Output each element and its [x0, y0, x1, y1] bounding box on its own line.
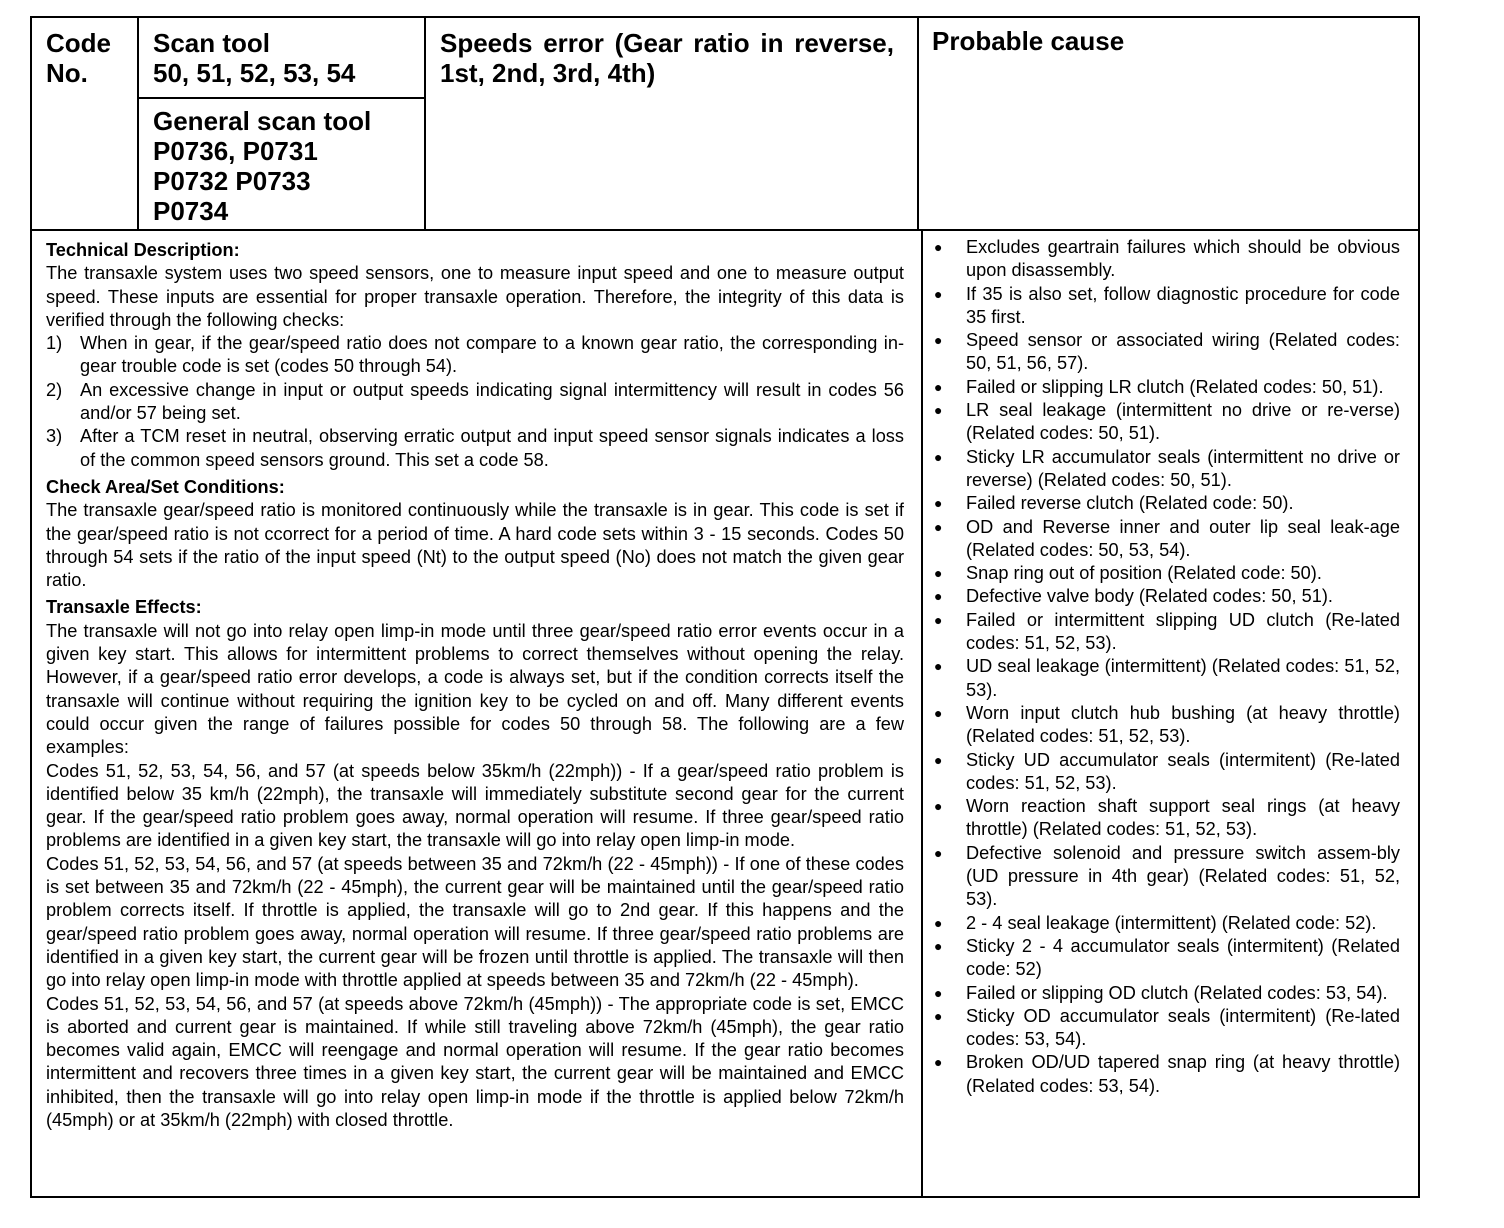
speeds-error-header: Speeds error (Gear ratio in reverse, 1st, 2nd, 3rd, 4th) — [440, 28, 894, 88]
cause-column-divider — [917, 16, 919, 230]
check-area-text: The transaxle gear/speed ratio is monitored continuously while the transaxle is in gear. This code is set if the gear/speed ratio is not ccorrect for a period of time. A hard code sets within 3 - 15 seconds. Codes 50 through 54 sets if the ratio of the input speed (Nt) to the output speed (No) does not match the given gear ratio. — [46, 500, 904, 591]
check-item-text: When in gear, if the gear/speed ratio does not compare to a known gear ratio, the corresponding in-gear trouble code is set (codes 50 through 54). — [80, 333, 904, 377]
check-item-number: 1) — [46, 333, 63, 354]
probable-cause-text: Defective solenoid and pressure switch assem-bly (UD pressure in 4th gear) (Related codes: 51, 52, 53). — [966, 842, 1400, 910]
probable-cause-text: Broken OD/UD tapered snap ring (at heavy throttle) (Related codes: 53, 54). — [966, 1052, 1400, 1096]
code-no-header: Code No. — [46, 28, 111, 88]
probable-cause-text: Defective valve body (Related codes: 50, 51). — [966, 586, 1333, 607]
probable-cause-text: Excludes geartrain failures which should be obvious upon disassembly. — [966, 237, 1400, 281]
scan-tool-divider — [137, 97, 425, 99]
transaxle-effects-paragraph: Codes 51, 52, 53, 54, 56, and 57 (at speeds below 35km/h (22mph)) - If a gear/speed ratio problem is identified below 35 km/h (22mph), the transaxle will immediately substitute second gear for the current gear. If the gear/speed ratio problem goes away, normal operation will resume. If three gear/speed ratio problems are identified in a given key start, the transaxle will go into relay open limp-in mode. — [46, 760, 904, 851]
probable-cause-item — [930, 283, 1400, 330]
bullet-icon: ● — [934, 565, 943, 582]
bullet-icon: ● — [934, 844, 943, 861]
probable-cause-item — [930, 446, 1400, 493]
bullet-icon: ● — [934, 285, 943, 302]
code-column-divider — [137, 16, 139, 230]
probable-cause-text: Sticky OD accumulator seals (intermitent) (Re-lated codes: 53, 54). — [966, 1005, 1400, 1050]
probable-cause-text: Worn reaction shaft support seal rings (at heavy throttle) (Related codes: 51, 52, 53). — [966, 796, 1400, 840]
probable-cause-item — [930, 749, 1400, 796]
bullet-icon: ● — [934, 658, 943, 675]
check-item — [46, 425, 904, 472]
probable-cause-item — [930, 329, 1400, 376]
transaxle-effects-title: Transaxle Effects: — [46, 597, 202, 618]
probable-cause-header: Probable cause — [932, 26, 1125, 56]
bullet-icon: ● — [934, 588, 943, 605]
probable-cause-text: Worn input clutch hub bushing (at heavy throttle) (Related codes: 51, 52, 53). — [966, 702, 1400, 747]
technical-description-intro: The transaxle system uses two speed sensors, one to measure input speed and one to measure output speed. These inputs are essential for proper transaxle operation. Therefore, the integrity of this data is verified through the following checks: — [46, 263, 904, 330]
probable-cause-item — [930, 376, 1400, 399]
probable-cause-item — [930, 982, 1400, 1005]
header-divider — [30, 229, 1420, 231]
probable-cause-item — [930, 1005, 1400, 1052]
body-column-divider — [921, 229, 923, 1198]
probable-cause-text: UD seal leakage (intermittent) (Related codes: 51, 52, 53). — [966, 656, 1400, 700]
bullet-icon: ● — [934, 495, 943, 512]
probable-cause-item — [930, 912, 1400, 935]
check-item — [46, 332, 904, 379]
bullet-icon: ● — [934, 984, 943, 1001]
probable-cause-item — [930, 795, 1400, 842]
probable-cause-item — [930, 655, 1400, 702]
bullet-icon: ● — [934, 611, 943, 628]
scan-column-divider — [424, 16, 426, 230]
check-area-title: Check Area/Set Conditions: — [46, 476, 285, 497]
probable-cause-text: Speed sensor or associated wiring (Related codes: 50, 51, 56, 57). — [966, 330, 1400, 374]
scan-tool-header: Scan tool 50, 51, 52, 53, 54 — [153, 28, 356, 88]
technical-description-title: Technical Description: — [46, 240, 240, 260]
probable-cause-item — [930, 935, 1400, 982]
probable-cause-item — [930, 399, 1400, 446]
probable-cause-item — [930, 1051, 1400, 1098]
check-item-number: 3) — [46, 426, 63, 447]
probable-cause-item — [930, 516, 1400, 563]
description-column — [46, 239, 904, 1132]
bullet-icon: ● — [934, 798, 943, 815]
bullet-icon: ● — [934, 332, 943, 349]
transaxle-effects-paragraph: Codes 51, 52, 53, 54, 56, and 57 (at speeds between 35 and 72km/h (22 - 45mph)) - If one of these codes is set between 35 and 72km/h (22 - 45mph), the current gear will be maintained until the gear/speed ratio problem corrects itself. If throttle is applied, the transaxle will go to 2nd gear. If this happens and the gear/speed ratio problem goes away, normal operation will resume. If three gear/speed ratio problems are identified in a given key start, the current gear will be frozen until throttle is applied. The transaxle will then go into relay open limp-in mode with throttle applied at speeds between 35 and 72km/h (22 - 45mph). — [46, 853, 904, 991]
check-item — [46, 379, 904, 426]
probable-cause-text: Failed or intermittent slipping UD clutch (Re-lated codes: 51, 52, 53). — [966, 609, 1400, 654]
bullet-icon: ● — [934, 448, 943, 465]
bullet-icon: ● — [934, 704, 943, 721]
probable-cause-item — [930, 492, 1400, 515]
probable-cause-text: Failed or slipping LR clutch (Related codes: 50, 51). — [966, 376, 1384, 397]
probable-cause-text: Failed or slipping OD clutch (Related codes: 53, 54). — [966, 982, 1388, 1003]
probable-cause-text: Snap ring out of position (Related code: 50). — [966, 563, 1322, 584]
probable-cause-item — [930, 609, 1400, 656]
bullet-icon: ● — [934, 402, 943, 419]
probable-cause-item — [930, 585, 1400, 608]
bullet-icon: ● — [934, 378, 943, 395]
probable-cause-text: Sticky UD accumulator seals (intermitent) (Re-lated codes: 51, 52, 53). — [966, 749, 1400, 793]
bullet-icon: ● — [934, 1054, 943, 1071]
bullet-icon: ● — [934, 914, 943, 931]
bullet-icon: ● — [934, 518, 943, 535]
bullet-icon: ● — [934, 1007, 943, 1024]
probable-cause-text: Sticky 2 - 4 accumulator seals (intermitent) (Related code: 52) — [966, 935, 1400, 980]
bullet-icon: ● — [934, 751, 943, 768]
probable-cause-text: 2 - 4 seal leakage (intermittent) (Related code: 52). — [966, 912, 1377, 933]
probable-cause-item — [930, 702, 1400, 749]
check-item-text: After a TCM reset in neutral, observing erratic output and input speed sensor signals indicates a loss of the common speed sensors ground. This set a code 58. — [80, 426, 904, 470]
transaxle-effects-paragraph: The transaxle will not go into relay open limp-in mode until three gear/speed ratio error events occur in a given key start. This allows for intermittent problems to correct themselves without opening the relay. However, if a gear/speed ratio error develops, a code is always set, but if the condition corrects itself the transaxle will continue without requiring the ignition key to be cycled on and off. Many different events could occur given the range of failures possible for codes 50 through 58. The following are a few examples: — [46, 620, 904, 758]
probable-cause-item — [930, 236, 1400, 283]
transaxle-effects-paragraph: Codes 51, 52, 53, 54, 56, and 57 (at speeds above 72km/h (45mph)) - The appropriate code is set, EMCC is aborted and current gear is maintained. If while still traveling above 72km/h (45mph), the gear ratio becomes valid again, EMCC will reengage and normal operation will resume. If the gear ratio becomes intermittent and recovers three times in a given key start, the current gear will be maintained and EMCC inhibited, then the transaxle will go into relay open limp-in mode if the throttle is applied below 72km/h (45mph) or at 35km/h (22mph) with closed throttle. — [46, 993, 904, 1130]
probable-cause-text: If 35 is also set, follow diagnostic procedure for code 35 first. — [966, 283, 1400, 327]
check-item-number: 2) — [46, 379, 63, 400]
check-item-text: An excessive change in input or output speeds indicating signal intermittency will result in codes 56 and/or 57 being set. — [80, 379, 904, 424]
probable-cause-item — [930, 842, 1400, 912]
bullet-icon: ● — [934, 937, 943, 954]
probable-cause-text: Failed reverse clutch (Related code: 50). — [966, 493, 1294, 514]
probable-cause-text: OD and Reverse inner and outer lip seal leak-age (Related codes: 50, 53, 54). — [966, 516, 1400, 560]
probable-cause-list — [930, 236, 1400, 1098]
bullet-icon: ● — [934, 239, 943, 255]
probable-cause-text: LR seal leakage (intermittent no drive or re-verse) (Related codes: 50, 51). — [966, 400, 1400, 444]
general-scan-tool-header: General scan tool P0736, P0731 P0732 P0733 P0734 — [153, 106, 372, 226]
probable-cause-item — [930, 562, 1400, 585]
probable-cause-text: Sticky LR accumulator seals (intermittent no drive or reverse) (Related codes: 50, 51). — [966, 446, 1400, 490]
